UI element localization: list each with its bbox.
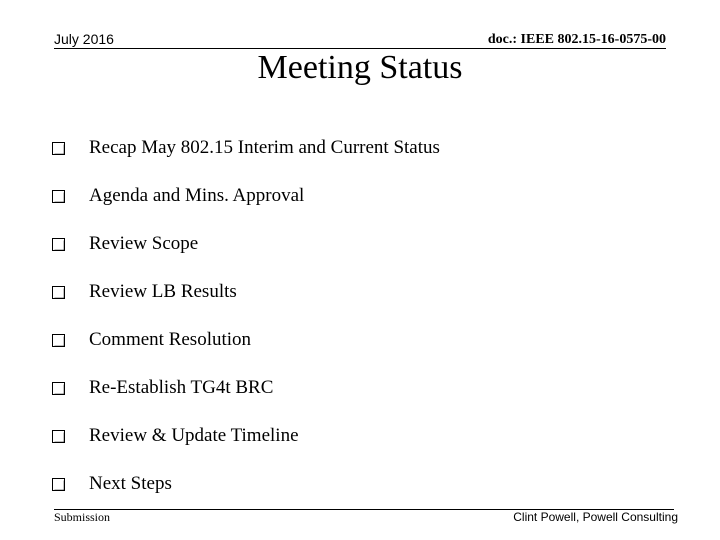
bullet-text: Review & Update Timeline — [89, 425, 299, 446]
slide-title: Meeting Status — [257, 49, 463, 86]
square-bullet-icon — [52, 430, 65, 443]
bullet-text: Recap May 802.15 Interim and Current Status — [89, 137, 440, 158]
bullet-text: Review LB Results — [89, 281, 237, 302]
list-item — [52, 364, 672, 412]
square-bullet-icon — [52, 478, 65, 491]
list-item — [52, 220, 672, 268]
square-bullet-icon — [52, 286, 65, 299]
bullet-text: Agenda and Mins. Approval — [89, 185, 305, 206]
header-date: July 2016 — [54, 31, 114, 47]
list-item — [52, 460, 672, 508]
list-item — [52, 412, 672, 460]
header-doc-id: doc.: IEEE 802.15-16-0575-00 — [487, 32, 666, 47]
bullet-text: Comment Resolution — [89, 329, 252, 350]
square-bullet-icon — [52, 382, 65, 395]
square-bullet-icon — [52, 190, 65, 203]
list-item — [52, 124, 672, 172]
bullet-text: Re-Establish TG4t BRC — [89, 377, 274, 398]
square-bullet-icon — [52, 238, 65, 251]
footer-submission: Submission — [54, 510, 111, 524]
bullet-list — [52, 124, 672, 508]
bullet-text: Review Scope — [89, 233, 199, 254]
square-bullet-icon — [52, 334, 65, 347]
list-item — [52, 316, 672, 364]
square-bullet-icon — [52, 142, 65, 155]
footer-author: Clint Powell, Powell Consulting — [513, 510, 678, 524]
list-item — [52, 172, 672, 220]
bullet-text: Next Steps — [89, 473, 172, 494]
list-item — [52, 268, 672, 316]
